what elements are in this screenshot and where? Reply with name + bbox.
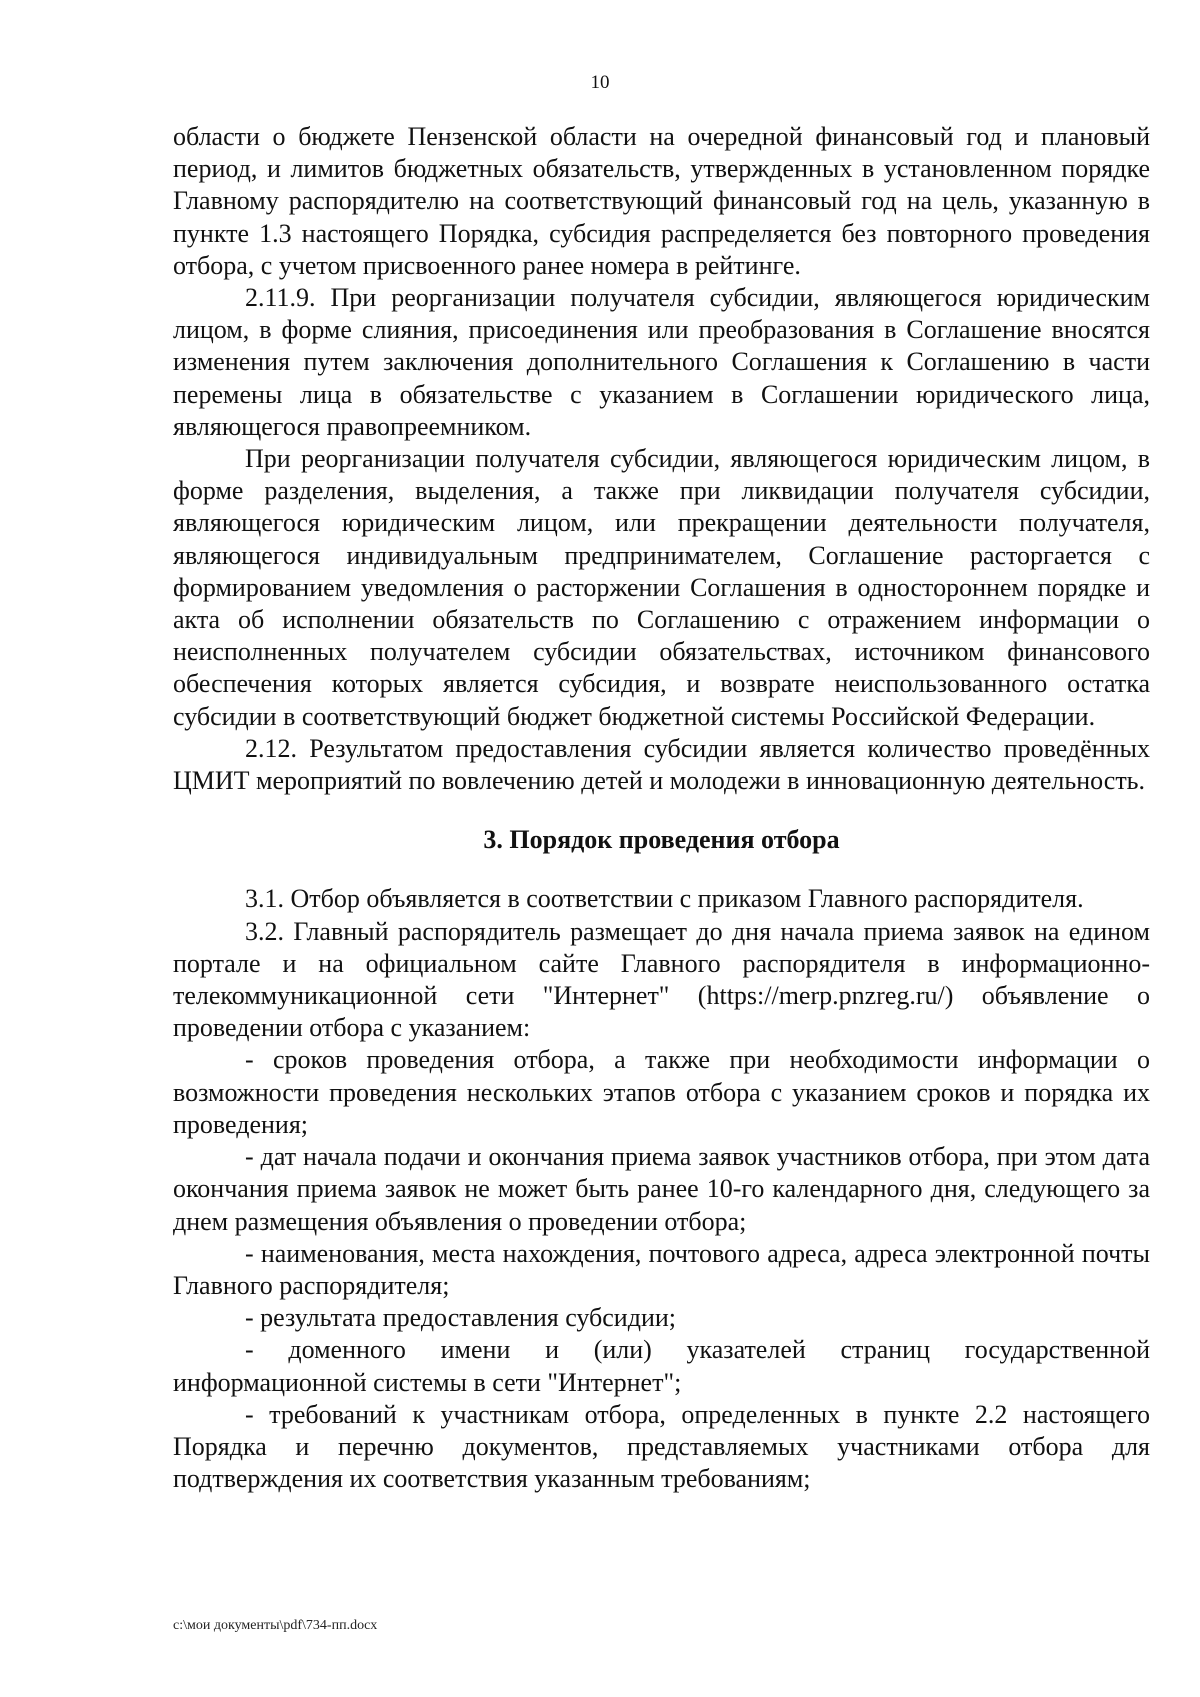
list-item: - наименования, места нахождения, почтового адреса, адреса электронной почты Главного распорядителя; — [173, 1238, 1150, 1300]
paragraph: 2.12. Результатом предоставления субсидии является количество проведённых ЦМИТ мероприятий по вовлечению детей и молодежи в инновационную деятельность. — [173, 733, 1150, 796]
page-number: 10 — [590, 72, 610, 93]
footer-file-path: c:\мои документы\pdf\734-пп.docx — [173, 1618, 378, 1633]
list-item: - дат начала подачи и окончания приема заявок участников отбора, при этом дата окончания приема заявок не может быть ранее 10-го календарного дня, следующего за днем размещения объявления о проведении отбора; — [173, 1142, 1150, 1236]
paragraphs-before-heading — [173, 121, 1150, 797]
section-heading: 3. Порядок проведения отбора — [483, 825, 840, 855]
list-item: - доменного имени и (или) указателей страниц государственной информационной системы в сети "Интернет"; — [173, 1335, 1150, 1397]
list-item: - результата предоставления субсидии; — [245, 1303, 677, 1333]
document-body — [173, 121, 1150, 1495]
paragraph: области о бюджете Пензенской области на очередной финансовый год и плановый период, и лимитов бюджетных обязательств, утвержденных в установленном порядке Главному распорядителю на соответствующий финансовый год на цель, указанную в пункте 1.3 настоящего Порядка, субсидия распределяется без повторного проведения отбора, с учетом присвоенного ранее номера в рейтинге. — [173, 122, 1150, 280]
list-item: - сроков проведения отбора, а также при необходимости информации о возможности проведения нескольких этапов отбора с указанием сроков и порядка их проведения; — [173, 1045, 1150, 1139]
paragraph: 2.11.9. При реорганизации получателя субсидии, являющегося юридическим лицом, в форме слияния, присоединения или преобразования в Соглашение вносятся изменения путем заключения дополнительного Соглашения к Соглашению в части перемены лица в обязательстве с указанием в Соглашении юридического лица, являющегося правопреемником. — [173, 283, 1150, 441]
paragraphs-after-heading — [173, 883, 1150, 1495]
list-item: - требований к участникам отбора, определенных в пункте 2.2 настоящего Порядка и перечню документов, представляемых участниками отбора для подтверждения их соответствия указанным требованиям; — [173, 1399, 1150, 1494]
paragraph: 3.1. Отбор объявляется в соответствии с приказом Главного распорядителя. — [245, 884, 1084, 914]
paragraph: При реорганизации получателя субсидии, являющегося юридическим лицом, в форме разделения, выделения, а также при ликвидации получателя субсидии, являющегося юридическим лицом, или прекращении деятельности получателя, являющегося индивидуальным предпринимателем, Соглашение расторгается с формированием уведомления о расторжении Соглашения в одностороннем порядке и акта об исполнении обязательств по Соглашению с отражением информации о неисполненных получателем субсидии обязательствах, источником финансового обеспечения которых является субсидия, и возврате неиспользованного остатка субсидии в соответствующий бюджет бюджетной системы Российской Федерации. — [173, 444, 1150, 731]
paragraph: 3.2. Главный распорядитель размещает до дня начала приема заявок на едином портале и на официальном сайте Главного распорядителя в информационно-телекоммуникационной сети "Интернет" (https://merp.pnzreg.ru/) объявление о проведении отбора с указанием: — [173, 916, 1150, 1043]
